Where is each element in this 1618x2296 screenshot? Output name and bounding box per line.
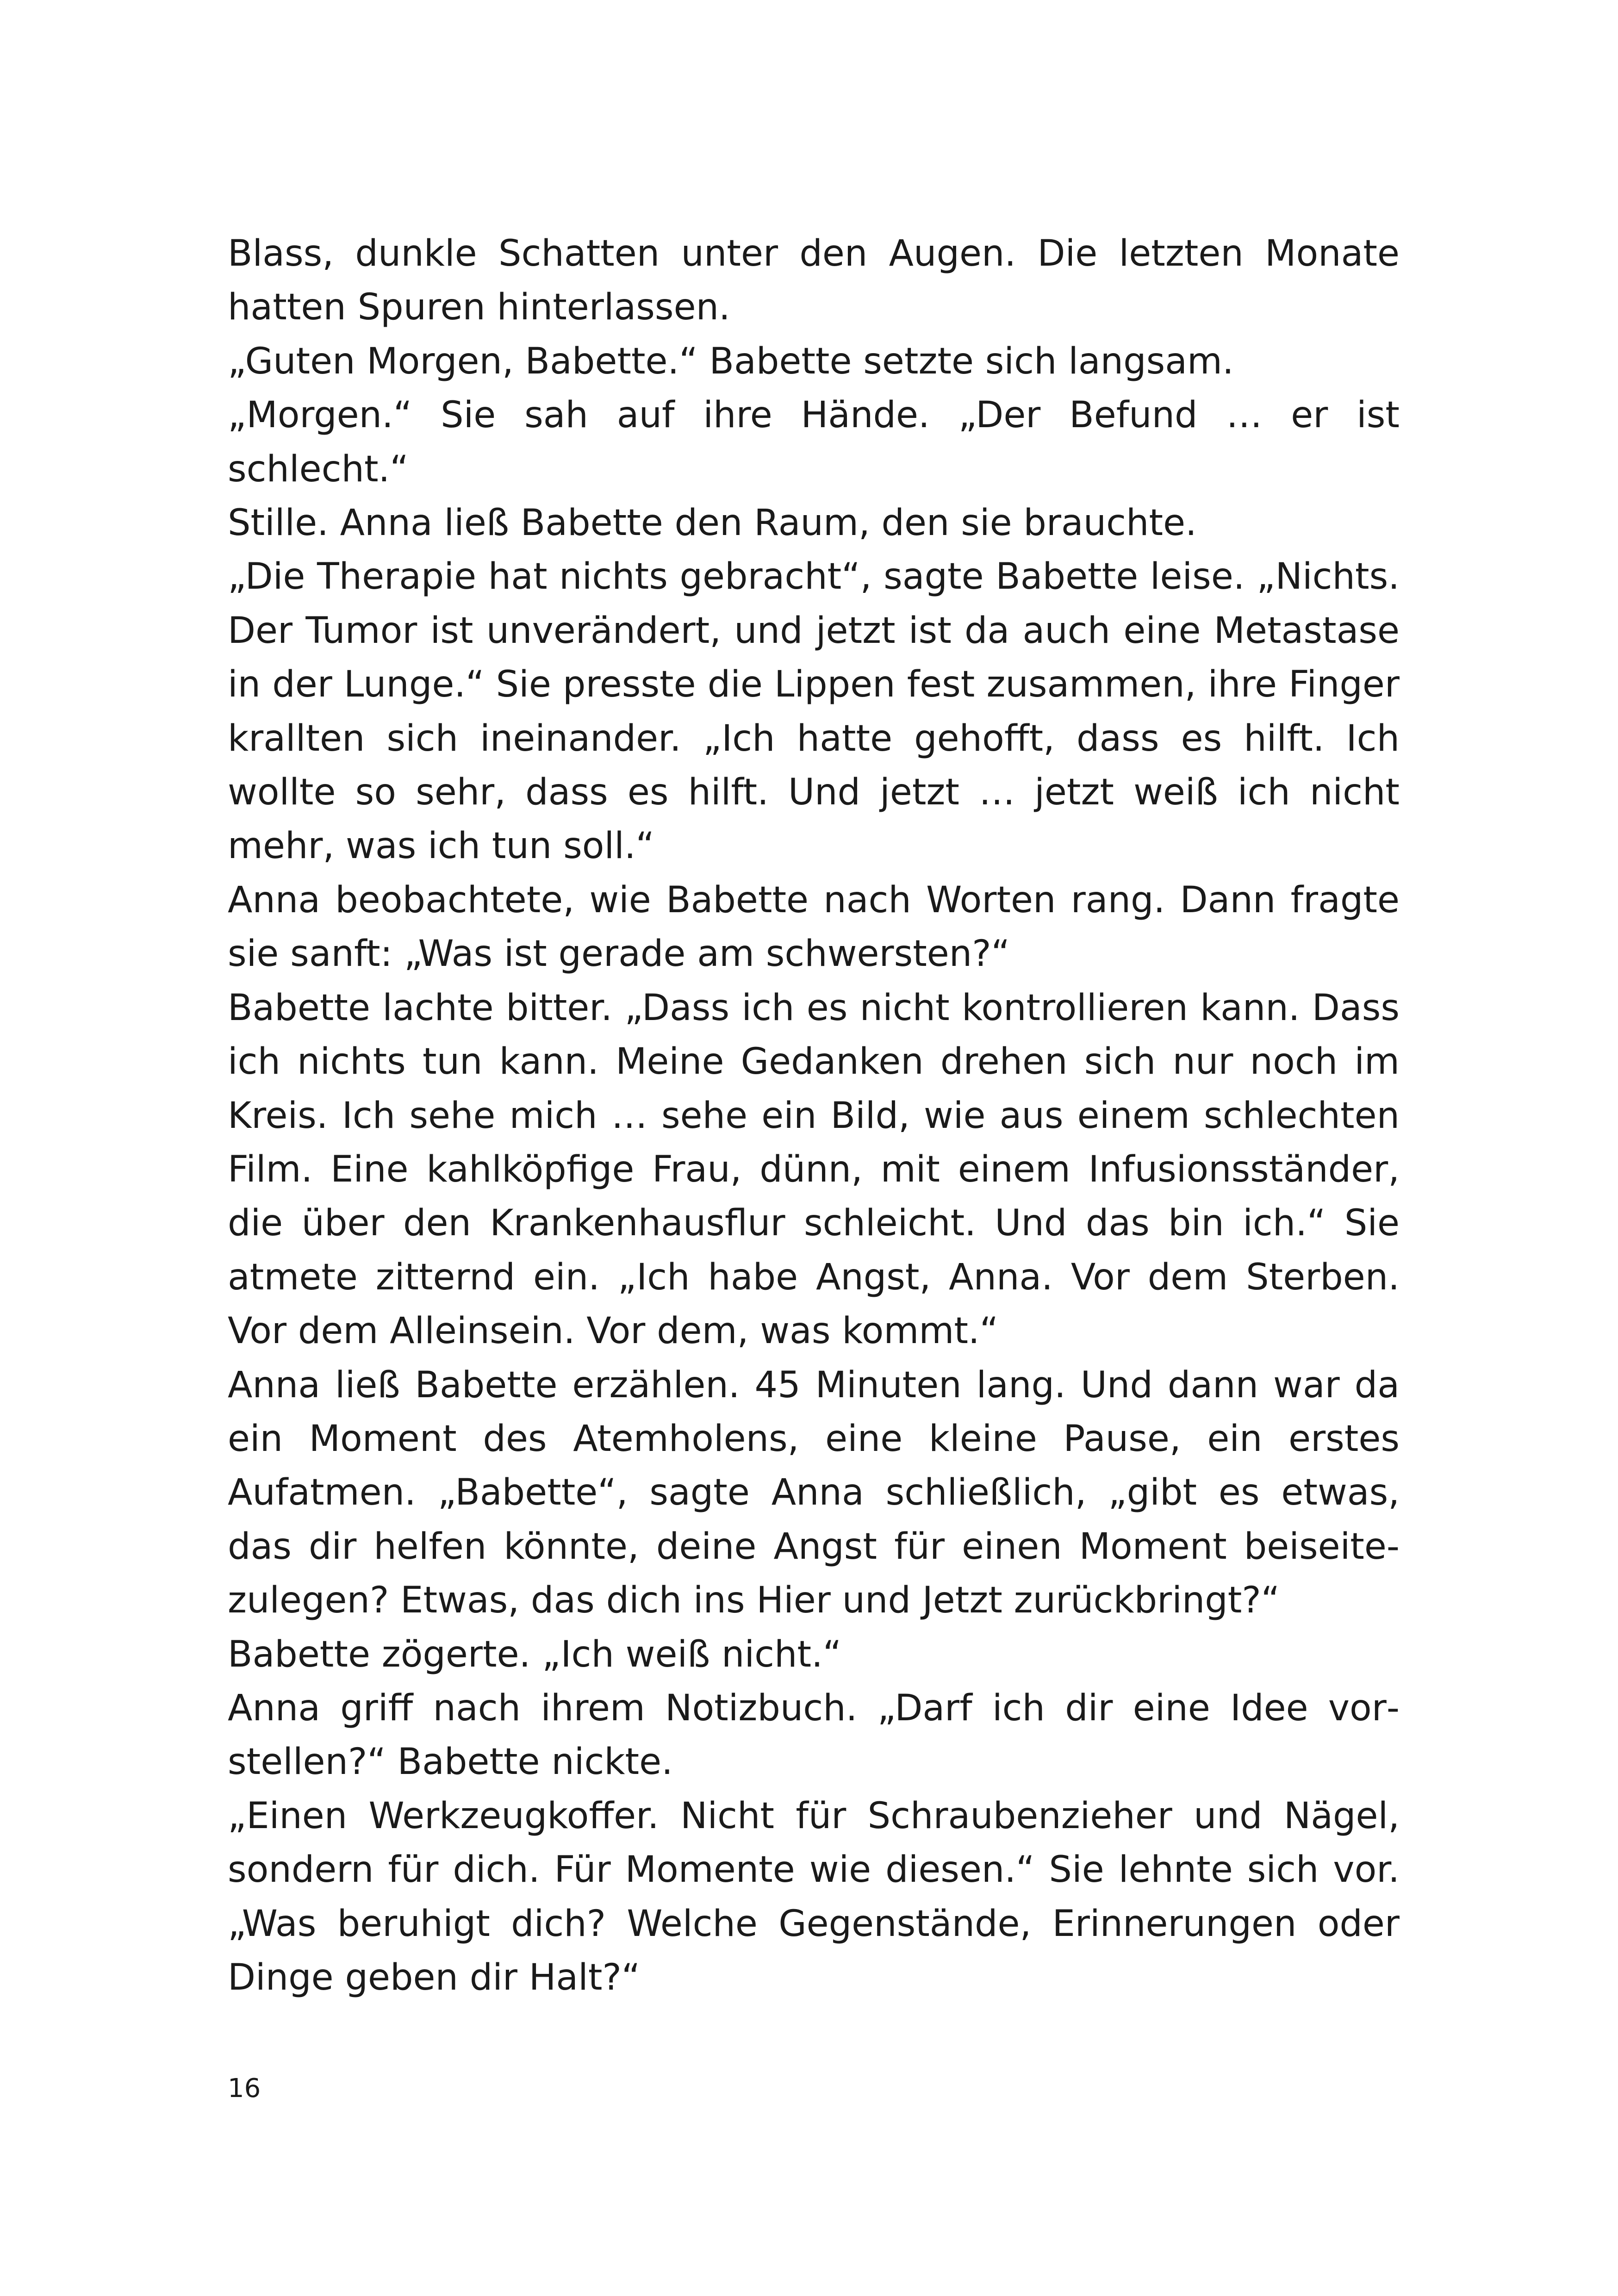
paragraph-3: „Morgen.“ Sie sah auf ihre Hände. „Der Befund … er ist schlecht.“ [228,394,1400,490]
paragraph-4: Stille. Anna ließ Babette den Raum, den sie brauchte. [228,502,1197,544]
paragraph-10: Anna griff nach ihrem Notizbuch. „Darf ich dir eine Idee vorstellen?“ Babette nickte. [228,1687,1400,1783]
paragraph-2: „Guten Morgen, Babette.“ Babette setzte sich langsam. [228,340,1234,382]
body-text [228,227,1400,2004]
paragraph-6: Anna beobachtete, wie Babette nach Worten rang. Dann fragte sie sanft: „Was ist gerade am schwersten?“ [228,879,1400,975]
page-number: 16 [228,2073,261,2103]
paragraph-5: „Die Therapie hat nichts gebracht“, sagte Babette leise. „Nichts. Der Tumor ist unverändert, und jetzt ist da auch eine Metastase in der Lunge.“ Sie presste die Lippen fest zusammen, ihre Finger krallten sich ineinander. „Ich hatte gehofft, dass es hilft. Ich wollte so sehr, dass es hilft. Und jetzt … jetzt weiß ich nicht mehr, was ich tun soll.“ [228,556,1400,867]
paragraph-8: Anna ließ Babette erzählen. 45 Minuten lang. Und dann war da ein Moment des Atemholens, eine kleine Pause, ein erstes Aufatmen. „Babette“, sagte Anna schließlich, „gibt es etwas, das dir helfen könnte, deine Angst für einen Moment beiseitezulegen? Etwas, das dich ins Hier und Jetzt zurückbringt?“ [228,1364,1400,1622]
paragraph-11: „Einen Werkzeugkoffer. Nicht für Schraubenzieher und Nägel, sondern für dich. Für Momente wie diesen.“ Sie lehnte sich vor. „Was beruhigt dich? Welche Gegenstände, Erinnerungen oder Dinge geben dir Halt?“ [228,1795,1400,1998]
paragraph-9: Babette zögerte. „Ich weiß nicht.“ [228,1633,842,1675]
paragraph-7: Babette lachte bitter. „Dass ich es nicht kontrollieren kann. Dass ich nichts tun kann. Meine Gedanken drehen sich nur noch im Kreis. Ich sehe mich … sehe ein Bild, wie aus einem schlechten Film. Eine kahlköpfige Frau, dünn, mit einem Infusionsständer, die über den Krankenhausflur schleicht. Und das bin ich.“ Sie atmete zitternd ein. „Ich habe Angst, Anna. Vor dem Sterben. Vor dem Alleinsein. Vor dem, was kommt.“ [228,987,1400,1352]
paragraph-1: Blass, dunkle Schatten unter den Augen. Die letzten Monate hatten Spuren hinterlassen. [228,233,1400,329]
